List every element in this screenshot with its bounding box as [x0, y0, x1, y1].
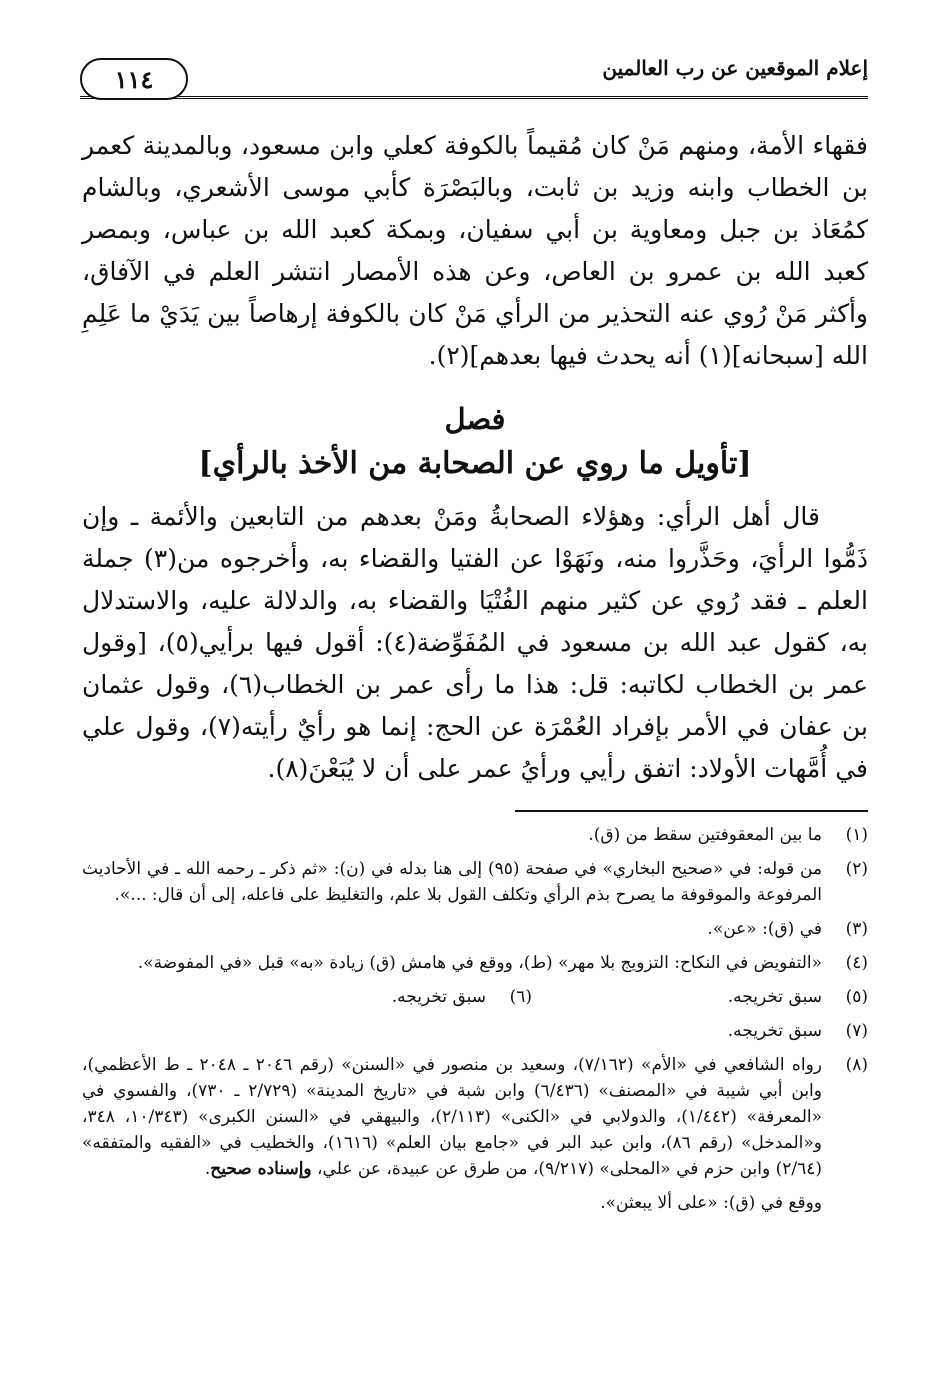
footnote-bold-verdict: وإسناده صحيح: [210, 1159, 312, 1179]
footnote-text: سبق تخريجه.: [727, 1021, 822, 1041]
page-number-badge: [80, 58, 188, 100]
footnote-number: (٤): [845, 953, 868, 973]
footnote-end: .: [204, 1159, 211, 1179]
footnote-4: [82, 950, 868, 976]
footnote-3: [82, 916, 868, 942]
paragraph-2: [82, 496, 868, 790]
footnote-number: (٢): [845, 859, 868, 879]
footnotes: [82, 822, 868, 1216]
footnote-6: [392, 984, 532, 1010]
footnote-text: في (ق): «عن».: [707, 919, 822, 939]
footnote-number: (٦): [509, 987, 532, 1007]
footnote-8: [82, 1052, 868, 1182]
footnote-5: [532, 984, 868, 1010]
footnote-text: «التفويض في النكاح: التزويج بلا مهر» (ط)، ووقع في هامش (ق) زيادة «به» قبل «في المفوضة».: [137, 953, 822, 973]
footnote-2: [82, 856, 868, 908]
paragraph-1: [82, 125, 868, 377]
footnote-text: ما بين المعقوفتين سقط من (ق).: [588, 825, 822, 845]
page-header: [80, 52, 868, 102]
section-title: [تأويل ما روي عن الصحابة من الأخذ بالرأي]: [198, 446, 752, 481]
footnote-number: (٧): [845, 1021, 868, 1041]
footnote-7: [82, 1018, 868, 1044]
header-rule: [80, 96, 868, 99]
page-number: ١١٤: [114, 64, 154, 94]
paragraph-2-text: قال أهل الرأي: وهؤلاء الصحابةُ ومَنْ بعدهم من التابعين والأئمة ـ وإن ذَمُّوا الرأيَ، وحَذَّروا منه، ونَهَوْا عن الفتيا والقضاء به، وأخرجوه من(٣) جملة العلم ـ فقد رُوي عن كثير منهم الفُتْيَا والقضاء به، والدلالة عليه، والاستدلال به، كقول عبد الله بن مسعود في المُفَوِّضة(٤): أقول فيها برأيي(٥)، [وقول عمر بن الخطاب لكاتبه: قل: هذا ما رأى عمر بن الخطاب(٦)، وقول عثمان بن عفان في الأمر بإفراد العُمْرَة عن الحج: إنما هو رأيٌ رأيته(٧)، وقول علي في أُمَّهات الأولاد: اتفق رأيي ورأيُ عمر على أن لا يُبَعْنَ(٨).: [82, 502, 868, 783]
footnote-1: [82, 822, 868, 848]
footnote-row-5-6: [82, 984, 868, 1010]
footnote-number: (٨): [845, 1055, 868, 1075]
footnote-8-continuation: ووقع في (ق): «على ألا يبعثن».: [600, 1193, 822, 1213]
footnote-number: (٣): [845, 919, 868, 939]
footnote-text: رواه الشافعي في «الأم» (٧/١٦٢)، وسعيد بن منصور في «السنن» (رقم ٢٠٤٦ ـ ٢٠٤٨ ـ ط الأعظمي)، وابن أبي شيبة في «المصنف» (٦/٤٣٦) وابن شبة في «تاريخ المدينة» (٢/٧٢٩ ـ ٧٣٠)، والفسوي في «المعرفة» (١/٤٤٢)، والدولابي في «الكنى» (٢/١١٣)، والبيهقي في «السنن الكبرى» (١٠/٣٤٣، ٣٤٨، و«المدخل» (رقم ٨٦)، وابن عبد البر في «جامع بيان العلم» (١٦١٦)، والخطيب في «الفقيه والمتفقه» (٢/٦٤) وابن حزم في «المحلى» (٩/٢١٧)، من طرق عن عبيدة، عن علي،: [82, 1055, 823, 1179]
footnote-text: من قوله: في «صحيح البخاري» في صفحة (٩٥) إلى هنا بدله في (ن): «ثم ذكر ـ رحمه الله ـ في الأحاديث المرفوعة والموقوفة ما يصرح بذم الرأي وتكلف القول بلا علم، والتغليظ على فاعله، إلى أن قال: ...».: [82, 859, 822, 905]
footnote-number: (٥): [845, 987, 868, 1007]
paragraph-1-text: فقهاء الأمة، ومنهم مَنْ كان مُقيماً بالكوفة كعلي وابن مسعود، وبالمدينة كعمر بن الخطاب وابنه وزيد بن ثابت، وبالبَصْرَة كأبي موسى الأشعري، وبالشام كمُعَاذ بن جبل ومعاوية بن أبي سفيان، وبمكة كعبد الله بن عباس، وبمصر كعبد الله بن عمرو بن العاص، وعن هذه الأمصار انتشر العلم في الآفاق، وأكثر مَنْ رُوي عنه التحذير من الرأي مَنْ كان بالكوفة إرهاصاً بين يَدَيْ ما عَلِمِ الله [سبحانه](١) أنه يحدث فيها بعدهم](٢).: [82, 131, 868, 370]
running-title: إعلام الموقعين عن رب العالمين: [602, 56, 868, 80]
footnote-separator: [515, 810, 868, 812]
footnote-number: (١): [845, 825, 868, 845]
section-label: فصل: [444, 402, 506, 436]
footnote-text: سبق تخريجه.: [727, 987, 822, 1007]
footnote-text: سبق تخريجه.: [391, 987, 486, 1007]
